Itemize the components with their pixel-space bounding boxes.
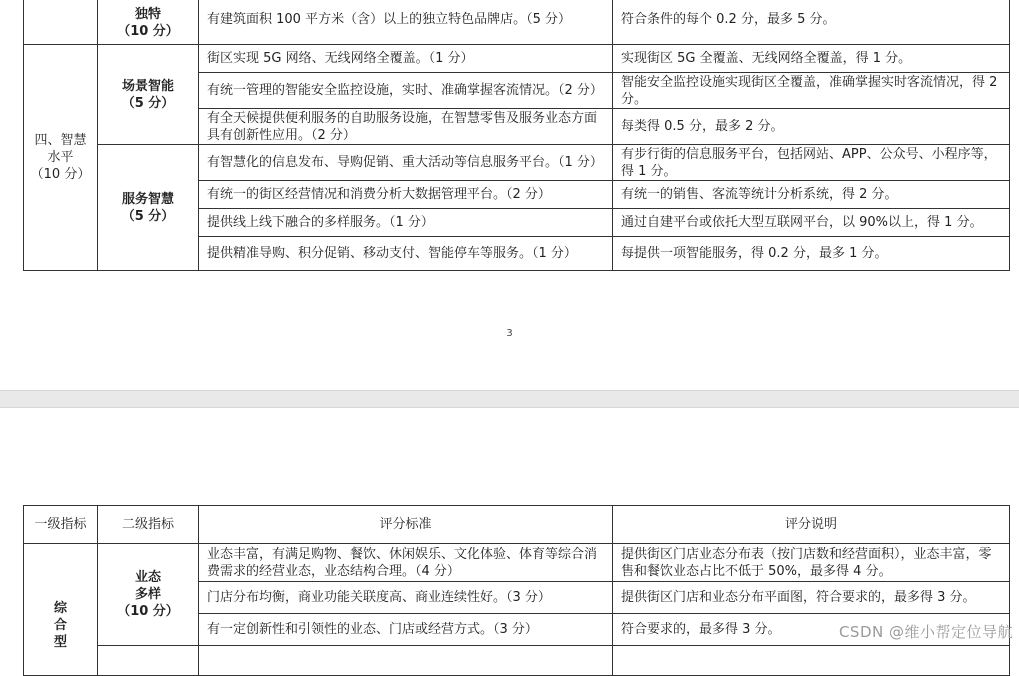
document-page-4 [0, 408, 1019, 648]
level1-label: 综合型 [53, 601, 67, 650]
header-note: 评分说明 [613, 506, 1010, 544]
criteria-cell: 街区实现 5G 网络、无线网络全覆盖。（1 分） [199, 45, 613, 73]
criteria-cell: 有全天候提供便利服务的自助服务设施，在智慧零售及服务业态方面具有创新性应用。（2 分） [199, 109, 613, 145]
criteria-cell: 有建筑面积 100 平方米（含）以上的独立特色品牌店。（5 分） [199, 0, 613, 45]
level2-cell-empty [98, 646, 199, 676]
level1-cell: 四、智慧 水平 （10 分） [24, 45, 98, 271]
note-cell: 符合要求的，最多得 3 分。 [613, 614, 1010, 646]
criteria-cell: 业态丰富，有满足购物、餐饮、休闲娱乐、文化体验、体育等综合消费需求的经营业态，业态结构合理。（4 分） [199, 544, 613, 582]
level1-cell [24, 544, 98, 676]
scoring-table-page4 [23, 505, 1010, 676]
note-cell: 每类得 0.5 分，最多 2 分。 [613, 109, 1010, 145]
note-cell: 符合条件的每个 0.2 分，最多 5 分。 [613, 0, 1010, 45]
page-separator [0, 390, 1019, 408]
level2-cell: 业态 多样 （10 分） [98, 544, 199, 646]
note-cell: 有步行街的信息服务平台，包括网站、APP、公众号、小程序等，得 1 分。 [613, 145, 1010, 181]
criteria-cell-empty [199, 646, 613, 676]
header-level2: 二级指标 [98, 506, 199, 544]
scoring-table-page3 [23, 0, 1010, 271]
table-row [24, 646, 1010, 676]
level2-cell: 独特 （10 分） [98, 0, 199, 45]
table-row [24, 544, 1010, 582]
header-criteria: 评分标准 [199, 506, 613, 544]
criteria-cell: 有一定创新性和引领性的业态、门店或经营方式。（3 分） [199, 614, 613, 646]
criteria-cell: 提供精准导购、积分促销、移动支付、智能停车等服务。（1 分） [199, 237, 613, 271]
note-cell: 实现街区 5G 全覆盖、无线网络全覆盖，得 1 分。 [613, 45, 1010, 73]
table-row [24, 0, 1010, 45]
note-cell: 智能安全监控设施实现街区全覆盖，准确掌握实时客流情况，得 2 分。 [613, 73, 1010, 109]
table-row [24, 45, 1010, 73]
level1-cell-empty [24, 0, 98, 45]
criteria-cell: 门店分布均衡，商业功能关联度高、商业连续性好。（3 分） [199, 582, 613, 614]
page-number: 3 [506, 328, 513, 339]
note-cell: 提供街区门店业态分布表（按门店数和经营面积），业态丰富，零售和餐饮业态占比不低于 50%，最多得 4 分。 [613, 544, 1010, 582]
note-cell: 提供街区门店和业态分布平面图，符合要求的，最多得 3 分。 [613, 582, 1010, 614]
criteria-cell: 提供线上线下融合的多样服务。（1 分） [199, 209, 613, 237]
table-header-row [24, 506, 1010, 544]
note-cell: 通过自建平台或依托大型互联网平台，以 90%以上，得 1 分。 [613, 209, 1010, 237]
criteria-cell: 有统一的街区经营情况和消费分析大数据管理平台。（2 分） [199, 181, 613, 209]
header-level1: 一级指标 [24, 506, 98, 544]
criteria-cell: 有智慧化的信息发布、导购促销、重大活动等信息服务平台。（1 分） [199, 145, 613, 181]
table-row [24, 145, 1010, 181]
note-cell: 有统一的销售、客流等统计分析系统，得 2 分。 [613, 181, 1010, 209]
note-cell-empty [613, 646, 1010, 676]
criteria-cell: 有统一管理的智能安全监控设施，实时、准确掌握客流情况。（2 分） [199, 73, 613, 109]
note-cell: 每提供一项智能服务，得 0.2 分，最多 1 分。 [613, 237, 1010, 271]
level2-cell: 服务智慧 （5 分） [98, 145, 199, 271]
watermark: CSDN @维小帮定位导航 [838, 623, 1013, 641]
level2-cell: 场景智能 （5 分） [98, 45, 199, 145]
